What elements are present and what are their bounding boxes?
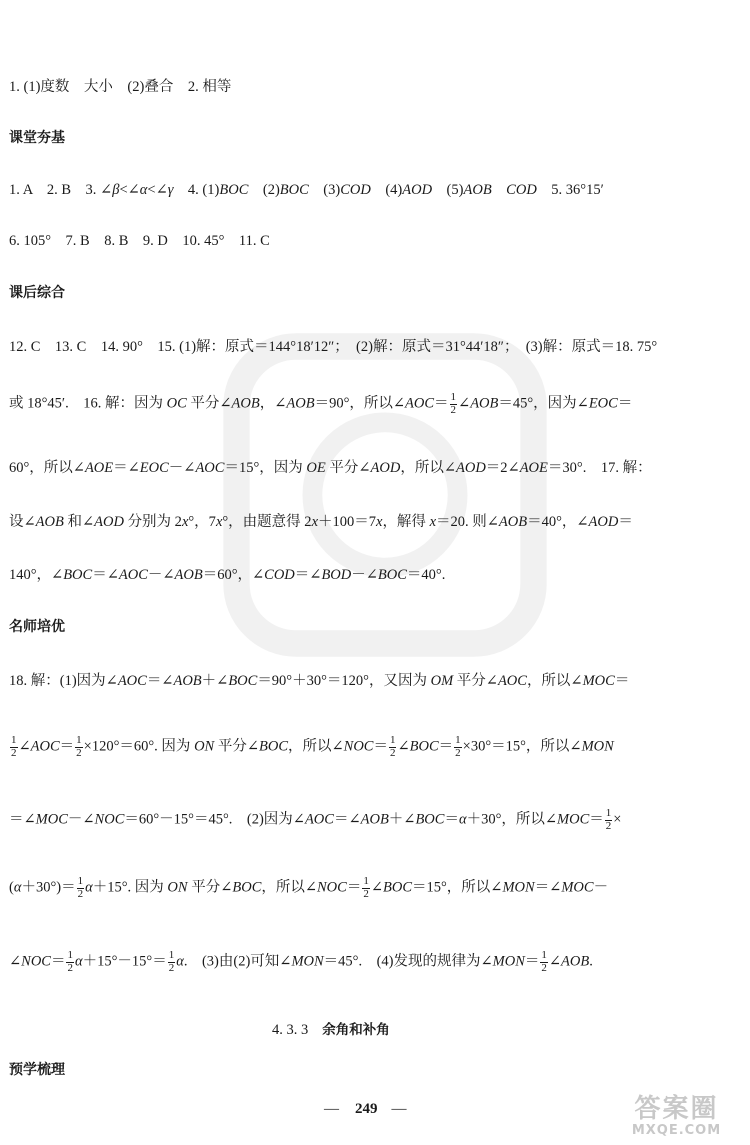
section-title-text: 余角和补角 xyxy=(322,1022,390,1038)
fraction-one-half: $\frac{1}{2}$ xyxy=(450,391,457,416)
page-number: 249 xyxy=(355,1101,378,1117)
ketang-line-1: 1. A 2. B 3. ∠β<∠α<∠γ 4. (1)BOC (2)BOC (3)COD (4)AOD (5)AOB COD 5. 36°15′ xyxy=(9,182,604,198)
heading-yuxue-shuli: 预学梳理 xyxy=(9,1062,65,1078)
fraction-one-half: $\frac{1}{2}$ xyxy=(76,734,82,759)
heading-kehou-zonghe: 课后综合 xyxy=(9,285,65,301)
mingshi-line-4: (α＋30°)＝ $\frac{1}{2}$ α＋15°. 因为 ON 平分∠BOC，所以∠NOC＝ $\frac{1}{2}$ ∠BOC＝15°，所以∠MON＝∠MOC－ xyxy=(9,875,609,900)
kehou-line-5: 140°，∠BOC＝∠AOC－∠AOB＝60°，∠COD＝∠BOD－∠BOC＝40°. xyxy=(9,567,446,583)
page-dash-right: — xyxy=(391,1101,409,1117)
answer-line-1: 1. (1)度数 大小 (2)叠合 2. 相等 xyxy=(9,79,232,95)
fraction-one-half: $\frac{1}{2}$ xyxy=(605,807,612,832)
mingshi-line-3: ＝∠MOC－∠NOC＝60°－15°＝45°. (2)因为∠AOC＝∠AOB＋∠BOC＝α＋30°，所以∠MOC＝ $\frac{1}{2}$ × xyxy=(9,807,622,832)
heading-mingshi-peiyou: 名师培优 xyxy=(9,619,65,635)
mingshi-line-1: 18. 解：(1)因为∠AOC＝∠AOB＋∠BOC＝90°＋30°＝120°，又因为 OM 平分∠AOC，所以∠MOC＝ xyxy=(9,673,630,689)
kehou-line-3: 60°，所以∠AOE＝∠EOC－∠AOC＝15°，因为 OE 平分∠AOD，所以∠AOD＝2∠AOE＝30°. 17. 解： xyxy=(9,460,652,476)
fraction-one-half: $\frac{1}{2}$ xyxy=(77,875,84,900)
fraction-one-half: $\frac{1}{2}$ xyxy=(11,734,17,759)
kehou-line-4: 设∠AOB 和∠AOD 分别为 2x°，7x°，由题意得 2x＋100＝7x，解得 x＝20. 则∠AOB＝40°，∠AOD＝ xyxy=(9,514,633,530)
fraction-one-half: $\frac{1}{2}$ xyxy=(455,734,461,759)
fraction-one-half: $\frac{1}{2}$ xyxy=(363,875,369,900)
fraction-one-half: $\frac{1}{2}$ xyxy=(168,949,175,974)
heading-ketang-hangji: 课堂夯基 xyxy=(9,130,65,146)
fraction-one-half: $\frac{1}{2}$ xyxy=(541,949,547,974)
watermark-main-text: 答案圈 xyxy=(634,1094,719,1124)
kehou-line-1: 12. C 13. C 14. 90° 15. (1)解：原式＝144°18′12″； (2)解：原式＝31°44′18″； (3)解：原式＝18. 75° xyxy=(9,339,658,355)
ketang-line-2: 6. 105° 7. B 8. B 9. D 10. 45° 11. C xyxy=(9,233,270,249)
mingshi-line-2: $\frac{1}{2}$ ∠AOC＝ $\frac{1}{2}$ ×120°＝60°. 因为 ON 平分∠BOC，所以∠NOC＝ $\frac{1}{2}$ ∠BOC＝ $\frac{1}{2}$ ×30°＝15°，所以∠MON xyxy=(11,734,614,759)
page-number-footer xyxy=(310,1101,423,1118)
section-number: 4. 3. 3 xyxy=(272,1022,309,1038)
fraction-one-half: $\frac{1}{2}$ xyxy=(389,734,396,759)
mingshi-line-5: ∠NOC＝ $\frac{1}{2}$ α＋15°－15°＝ $\frac{1}{2}$ α. (3)由(2)可知∠MON＝45°. (4)发现的规律为∠MON＝ $\frac{1}{2}$ ∠AOB. xyxy=(9,949,593,974)
site-watermark-logo xyxy=(609,1095,744,1140)
page-dash-left: — xyxy=(324,1101,341,1117)
section-title xyxy=(272,1018,390,1039)
background-logo-watermark xyxy=(220,330,550,660)
fraction-one-half: $\frac{1}{2}$ xyxy=(67,949,73,974)
kehou-line-2: 或 18°45′. 16. 解：因为 OC 平分∠AOB，∠AOB＝90°，所以∠AOC＝ $\frac{1}{2}$ ∠AOB＝45°，因为∠EOC＝ xyxy=(9,391,633,416)
watermark-url-text: MXQE.COM xyxy=(631,1123,722,1138)
